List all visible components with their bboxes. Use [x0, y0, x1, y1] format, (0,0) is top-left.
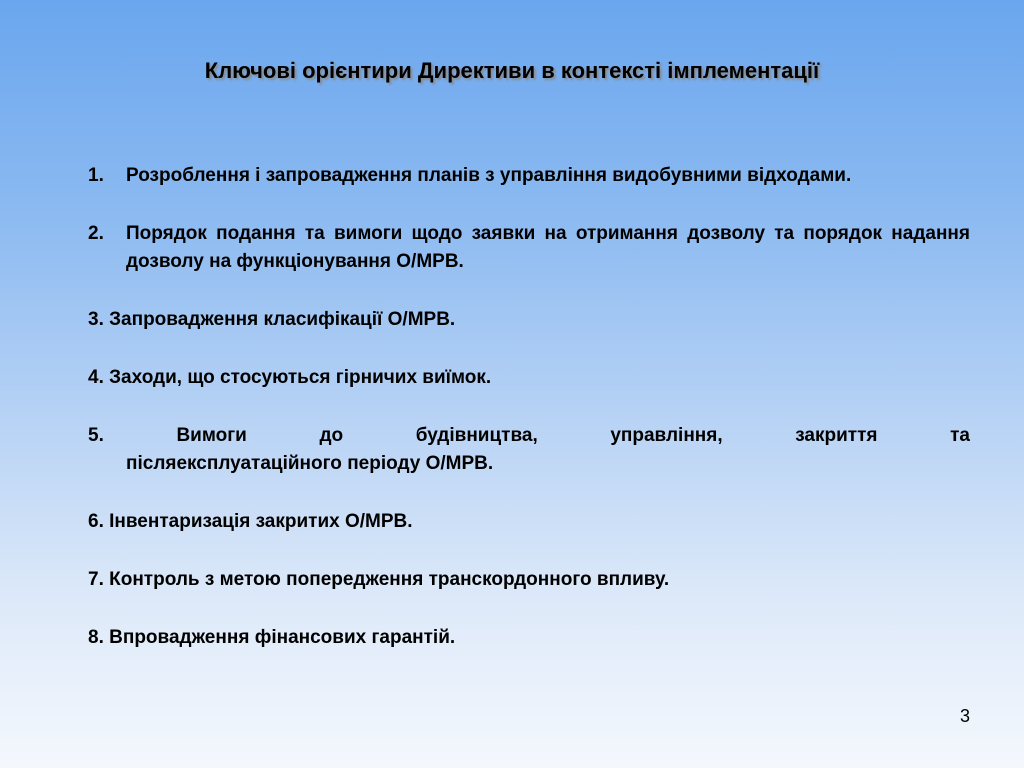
list-item-7: 7. Контроль з метою попередження транскордонного впливу.: [88, 569, 670, 590]
list-item-line-1: [88, 422, 970, 450]
list-item-3: 3. Запровадження класифікації О/МРВ.: [88, 309, 456, 330]
list-item-5: [88, 422, 970, 478]
list-item-1: [88, 162, 970, 190]
list-item-2: [88, 220, 970, 276]
list-item-8: 8. Впровадження фінансових гарантій.: [88, 627, 456, 648]
slide-title: Ключові орієнтири Директиви в контексті імплементації: [204, 58, 820, 83]
list-item-word: та: [950, 425, 970, 446]
list-item-word: Вимоги: [176, 425, 247, 446]
list-item-text: Порядок подання та вимоги щодо заявки на отримання дозволу та порядок надання дозволу на функціонування О/МРВ.: [126, 223, 970, 272]
list-item-number: 1.: [88, 165, 104, 186]
list-item-word: 5.: [88, 425, 104, 446]
list-item-text: Розроблення і запровадження планів з управління видобувними відходами.: [126, 165, 852, 186]
list-item-line-2: післяексплуатаційного періоду О/МРВ.: [126, 453, 494, 474]
list-item-6: 6. Інвентаризація закритих О/МРВ.: [88, 511, 413, 532]
list-item-word: до: [319, 425, 344, 446]
list-item-number: 2.: [88, 223, 104, 244]
page-number: 3: [959, 706, 970, 726]
list-item-word: будівництва,: [415, 425, 538, 446]
list-item-word: управління,: [610, 425, 723, 446]
list-item-4: 4. Заходи, що стосуються гірничих виїмок.: [88, 367, 492, 388]
content-list: [88, 162, 970, 682]
list-item-word: закриття: [795, 425, 878, 446]
